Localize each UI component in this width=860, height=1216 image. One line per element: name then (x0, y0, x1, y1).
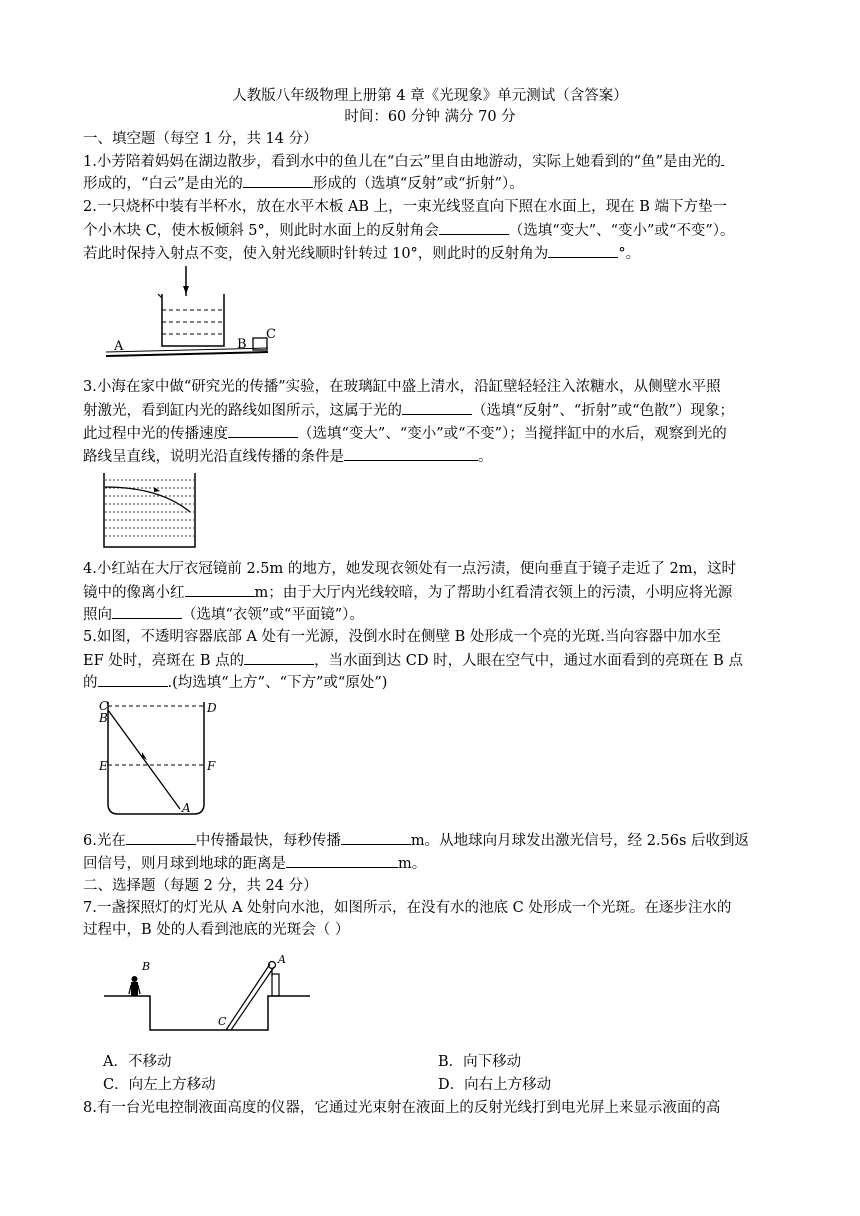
q5-label-d: D (207, 701, 217, 715)
q5-line2: EF 处时，亮斑在 B 点的 ，当水面到达 CD 时，人眼在空气中，通过水面看到的亮斑在 B 点 (83, 650, 783, 671)
q5-label-e: E (99, 759, 108, 773)
q7-option-d: D．向右上方移动 (438, 1077, 552, 1093)
q4-blank-1 (185, 582, 255, 597)
q2-label-b: B (237, 337, 247, 352)
section-heading-choice: 二、选择题（每题 2 分，共 24 分） (83, 878, 318, 894)
q3-blank-2 (228, 423, 298, 438)
q5-blank-2 (98, 672, 168, 687)
q7-option-b: B．向下移动 (438, 1054, 522, 1070)
q7-line1: 7.一盏探照灯的灯光从 A 处射向水池，如图所示，在没有水的池底 C 处形成一个光斑。在逐步注水的 (83, 900, 732, 916)
q7-label-b: B (142, 960, 151, 973)
q7-label-a: A (278, 953, 286, 966)
q7-option-c: C．向左上方移动 (103, 1077, 216, 1093)
q5-label-a: A (182, 801, 191, 815)
q5-label-b: B (99, 711, 108, 725)
q4-line1: 4.小红站在大厅衣冠镜前 2.5m 的地方，她发现衣领处有一点污渍，便向垂直于镜子走近了 2m，这时 (83, 561, 736, 577)
q2-beaker-figure (100, 264, 280, 364)
q7-label-c: C (218, 1015, 227, 1028)
q2-line1: 2.一只烧杯中装有半杯水，放在水平木板 AB 上，一束光线竖直向下照在水面上，现在 B 端下方垫一 (83, 199, 728, 215)
q7-line2: 过程中，B 处的人看到池底的光斑会（ ） (83, 922, 350, 938)
q3-line1: 3.小海在家中做“研究光的传播”实验，在玻璃缸中盛上清水，沿缸壁轻轻注入浓糖水，从侧壁水平照 (83, 379, 721, 395)
q7-option-a: A．不移动 (103, 1054, 172, 1070)
q5-line3: 的 .(均选填“上方”、“下方”或“原处”) (83, 672, 783, 693)
q5-label-c: C (99, 699, 109, 713)
q6-line2: 回信号，则月球到地球的距离是 m。 (83, 853, 783, 874)
q3-line3: 此过程中光的传播速度 （选填“变大”、“变小”或“不变”）；当搅拌缸中的水后，观察到光的 (83, 423, 783, 444)
q5-container-figure (98, 696, 220, 821)
q5-label-f: F (207, 759, 216, 773)
doc-subtitle: 时间：60 分钟 满分 70 分 (344, 109, 516, 125)
q4-blank-2 (112, 604, 182, 619)
q5-line1: 5.如图，不透明容器底部 A 处有一光源，没倒水时在侧壁 B 处形成一个亮的光斑.当向容器中加水至 (83, 629, 722, 645)
q1-line1: 1.小芳陪着妈妈在湖边散步，看到水中的鱼儿在“白云”里自由地游动，实际上她看到的“鱼”是由光的 (83, 151, 783, 172)
doc-title: 人教版八年级物理上册第 4 章《光现象》单元测试（含答案） (232, 88, 628, 104)
q3-blank-3 (344, 446, 478, 461)
q2-blank-2 (548, 243, 618, 258)
q4-line2: 镜中的像离小红 m；由于大厅内光线较暗，为了帮助小红看清衣领上的污渍，小明应将光源 (83, 582, 783, 603)
q6-blank-2 (341, 830, 411, 845)
q3-line4: 路线呈直线，说明光沿直线传播的条件是 。 (83, 446, 783, 467)
q2-line2: 个小木块 C，使木板倾斜 5°，则此时水面上的反射角会 （选填“变大”、“变小”或“不变”）。 (83, 220, 783, 241)
q1-line2: 形成的，“白云”是由光的 形成的（选填“反射”或“折射”）。 (83, 173, 783, 194)
section-heading-fill: 一、填空题（每空 1 分，共 14 分） (83, 131, 318, 147)
q6-line1: 6.光在 中传播最快，每秒传播 m。从地球向月球发出激光信号，经 2.56s 后收到返 (83, 830, 783, 851)
q7-pool-figure (104, 948, 314, 1036)
q6-blank-1 (126, 830, 196, 845)
q2-label-a: A (114, 339, 124, 354)
q1-blank (243, 173, 313, 188)
q8-line1: 8.有一台光电控制液面高度的仪器，它通过光束射在液面上的反射光线打到电光屏上来显示液面的高 (83, 1100, 721, 1116)
q6-blank-3 (286, 853, 398, 868)
q3-blank-1 (402, 400, 472, 415)
q3-tank-figure (100, 470, 200, 550)
q2-label-c: C (266, 327, 276, 342)
q2-blank-1 (439, 220, 509, 235)
q4-line3: 照向 （选填“衣领”或“平面镜”）。 (83, 604, 783, 625)
q3-line2: 射激光，看到缸内光的路线如图所示，这属于光的 （选填“反射”、“折射”或“色散”）现象； (83, 400, 783, 421)
q5-blank-1 (244, 650, 314, 665)
q2-line3: 若此时保持入射点不变，使入射光线顺时针转过 10°，则此时的反射角为 °。 (83, 243, 783, 264)
